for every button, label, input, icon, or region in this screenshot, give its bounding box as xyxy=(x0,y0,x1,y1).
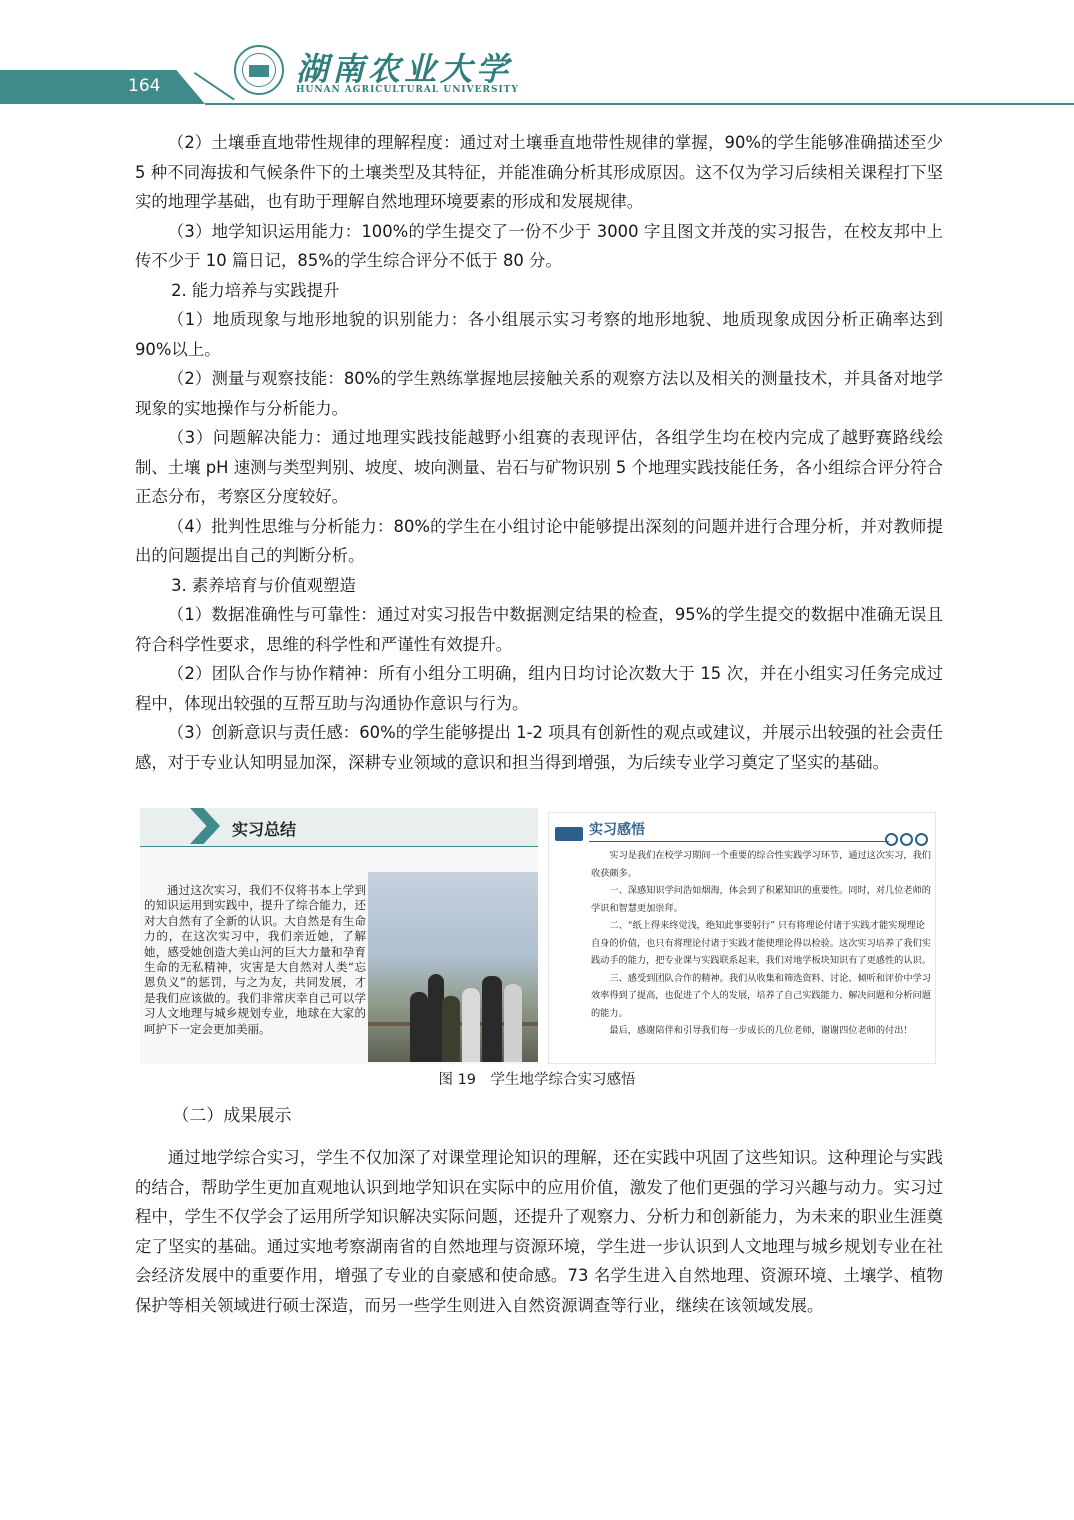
photo-person xyxy=(504,984,522,1062)
subheading: 2. 能力培养与实践提升 xyxy=(171,280,340,300)
page-number: 164 xyxy=(128,76,161,96)
university-name-en: HUNAN AGRICULTURAL UNIVERSITY xyxy=(296,85,519,95)
paragraph: （3）地学知识运用能力：100%的学生提交了一份不少于 3000 字且图文并茂的实习报告，在校友邦中上传不少于 10 篇日记，85%的学生综合评分不低于 80 分。 xyxy=(135,221,943,270)
reflection-paragraph: 三、感受到团队合作的精神。我们从收集和筛选资料、讨论、倾听和评价中学习效率得到了提高，也促进了个人的发展，培养了自己实践能力、解决问题和分析问题的能力。 xyxy=(591,972,931,1019)
paragraph: （2）团队合作与协作精神：所有小组分工明确，组内日均讨论次数大于 15 次，并在小组实习任务完成过程中，体现出较强的互帮互助与沟通协作意识与行为。 xyxy=(135,664,943,713)
paragraph: 通过地学综合实习，学生不仅加深了对课堂理论知识的理解，还在实践中巩固了这些知识。这种理论与实践的结合，帮助学生更加直观地认识到地学知识在实际中的应用价值，激发了他们更强的学习兴趣与动力。实习过程中，学生不仅学会了运用所学知识解决实际问题，还提升了观察力、分析力和创新能力，为未来的职业生涯奠定了坚实的基础。通过实地考察湖南省的自然地理与资源环境，学生进一步认识到人文地理与城乡规划专业在社会经济发展中的重要作用，增强了专业的自豪感和使命感。73 名学生进入自然地理、资源环境、土壤学、植物保护等相关领域进行硕士深造，而另一些学生则进入自然资源调查等行业，继续在该领域发展。 xyxy=(135,1148,943,1315)
circle-icon xyxy=(900,833,913,846)
section-heading: （二）成果展示 xyxy=(172,1106,292,1126)
reflection-paragraph: 实习是我们在校学习期间一个重要的综合性实践学习环节，通过这次实习，我们收获颇多。 xyxy=(591,850,931,879)
paragraph: （1）地质现象与地形地貌的识别能力：各小组展示实习考察的地形地貌、地质现象成因分析正确率达到 90%以上。 xyxy=(135,310,943,359)
reflection-paragraph: 二、“纸上得来终觉浅，绝知此事要躬行” 只有将理论付诸于实践才能实现理论自身的价值，也只有将理论付诸于实践才能使理论得以检验。这次实习培养了我们实践动手的能力，把专业课与实践联系起来，我们对地学板块知识有了更感性的认识。 xyxy=(591,920,931,966)
paragraph: （1）数据准确性与可靠性：通过对实习报告中数据测定结果的检查，95%的学生提交的数据中准确无误且符合科学性要求，思维的科学性和严谨性有效提升。 xyxy=(135,605,943,654)
summary-text: 通过这次实习，我们不仅将书本上学到的知识运用到实践中，提升了综合能力，还对大自然有了全新的认识。大自然是有生命力的，在这次实习中，我们亲近她，了解她，感受她创造大美山河的巨大力量和孕育生命的无私精神，灾害是大自然对人类“忘恩负义”的惩罚，与之为友，共同发展，才是我们应该做的。我们非常庆幸自己可以学习人文地理与城乡规划专业，地球在大家的呵护下一定会更加美丽。 xyxy=(144,883,366,1036)
paragraph: （2）土壤垂直地带性规律的理解程度：通过对土壤垂直地带性规律的掌握，90%的学生能够准确描述至少 5 种不同海拔和气候条件下的土壤类型及其特征，并能准确分析其形成原因。这不仅为学习后续相关课程打下坚实的地理学基础，也有助于理解自然地理环境要素的形成和发展规律。 xyxy=(135,133,943,211)
summary-title: 实习总结 xyxy=(232,820,297,839)
subheading: 3. 素养培育与价值观塑造 xyxy=(171,575,356,595)
header-rule xyxy=(205,103,1074,105)
reflection-rule xyxy=(589,841,889,842)
photo-person xyxy=(462,988,480,1062)
summary-rule xyxy=(140,846,538,847)
reflection-title: 实习感悟 xyxy=(589,822,645,838)
results-section xyxy=(135,1101,943,1320)
group-photo xyxy=(368,872,538,1062)
figure-19 xyxy=(140,808,936,1064)
reflection-panel xyxy=(548,812,936,1064)
summary-panel xyxy=(140,808,538,1064)
university-name-cn: 湖南农业大学 xyxy=(296,50,513,88)
photo-person xyxy=(442,996,460,1062)
body-text xyxy=(135,128,943,777)
header-diagonal-line xyxy=(194,72,235,100)
paragraph: （2）测量与观察技能：80%的学生熟练掌握地层接触关系的观察方法以及相关的测量技术，并具备对地学现象的实地操作与分析能力。 xyxy=(135,369,943,418)
reflection-text xyxy=(591,847,931,1040)
figure-caption: 图 19 学生地学综合实习感悟 xyxy=(438,1072,636,1088)
header-band xyxy=(0,70,205,104)
circle-icon xyxy=(885,833,898,846)
train-icon xyxy=(555,827,583,841)
seal-building xyxy=(249,65,269,77)
paragraph: （3）创新意识与责任感：60%的学生能够提出 1-2 项具有创新性的观点或建议，并展示出较强的社会责任感，对于专业认知明显加深，深耕专业领域的意识和担当得到增强，为后续专业学习奠定了坚实的基础。 xyxy=(135,723,943,772)
photo-person xyxy=(482,976,502,1062)
reflection-paragraph: 一、深感知识学问浩如烟海，体会到了积累知识的重要性。同时，对几位老师的学识和智慧更加崇拜。 xyxy=(591,885,931,914)
circle-icon xyxy=(915,833,928,846)
university-seal-icon xyxy=(234,45,284,95)
paragraph: （4）批判性思维与分析能力：80%的学生在小组讨论中能够提出深刻的问题并进行合理分析，并对教师提出的问题提出自己的判断分析。 xyxy=(135,516,943,565)
photo-person xyxy=(410,992,428,1062)
paragraph: （3）问题解决能力：通过地理实践技能越野小组赛的表现评估，各组学生均在校内完成了越野赛路线绘制、土壤 pH 速测与类型判别、坡度、坡向测量、岩石与矿物识别 5 个地理实践技能任务，各小组综合评分符合正态分布，考察区分度较好。 xyxy=(135,428,943,506)
reflection-paragraph: 最后，感谢陪伴和引导我们每一步成长的几位老师，谢谢四位老师的付出！ xyxy=(609,1025,913,1036)
